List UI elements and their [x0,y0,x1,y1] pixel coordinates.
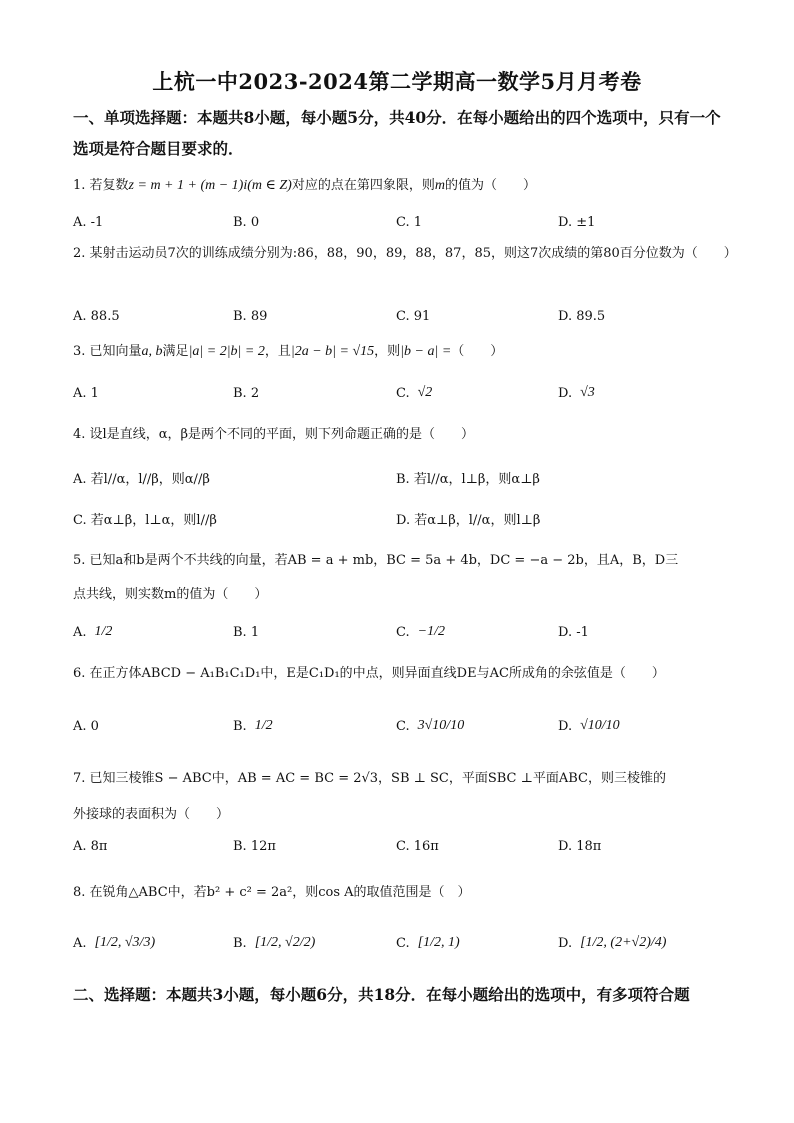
q7-option-d[interactable]: D. 18π [558,838,602,854]
q6-option-a-label: A. 0 [73,718,99,734]
q3-text-mid2: ，且 [264,344,291,359]
question-7-stem-line1: 7. 已知三棱锥S − ABC中，AB = AC = BC = 2√3，SB ⊥ SC，平面SBC ⊥平面ABC，则三棱锥的 [73,771,666,786]
q2-option-c[interactable]: C. 91 [396,308,431,324]
page-title: 上杭一中2023-2024第二学期高一数学5月月考卷 [152,69,642,94]
q2-option-a[interactable]: A. 88.5 [73,308,120,324]
q8-option-b[interactable] [233,923,315,963]
q3-option-b-label: B. 2 [233,385,260,401]
question-5-stem-line1: 5. 已知a和b是两个不共线的向量，若AB = a + mb，BC = 5a + 4b，DC = −a − 2b，且A，B，D三 [73,553,679,568]
section-1-heading: 一、单项选择题：本题共8小题，每小题5分，共40分．在每小题给出的四个选项中，只有一个选项是符合题目要求的． [73,108,721,158]
q6-option-d[interactable] [558,706,620,746]
question-2-options [73,296,733,336]
q8-option-c-value: [1/2, 1) [417,935,460,950]
q3-text-mid3: ，则 [374,344,401,359]
q5-option-c-value: −1/2 [417,624,445,639]
question-1-options [73,202,733,242]
q5-option-d-label: D. -1 [558,624,589,640]
question-5-options [73,612,733,652]
q3-option-d-value: √3 [580,385,595,400]
q3-text-mid: 满足 [162,344,189,359]
q3-option-c-label: C. [396,385,410,401]
q3-option-c[interactable] [396,373,432,413]
q5-option-a[interactable] [73,612,112,652]
q4-option-d[interactable]: D. 若α⊥β，l//α，则l⊥β [396,512,541,528]
q6-option-a[interactable] [73,706,99,746]
q8-option-a[interactable] [73,923,155,963]
q3-target-expression: |b − a| = [400,344,452,359]
question-8-options [73,923,733,963]
q4-option-a[interactable]: A. 若l//α，l//β，则α//β [73,471,210,487]
question-3-stem [73,342,733,362]
q6-option-b-label: B. [233,718,247,734]
q3-text-end: （ ） [451,344,504,359]
q6-option-d-value: √10/10 [580,718,620,733]
q1-option-d[interactable]: D. ±1 [558,214,596,230]
q4-option-b[interactable]: B. 若l//α，l⊥β，则α⊥β [396,471,540,487]
q3-option-c-value: √2 [417,385,433,400]
question-4-options-row2 [73,498,733,538]
q5-option-b-label: B. 1 [233,624,260,640]
q1-complex-expression: z = m + 1 + (m − 1)i(m ∈ Z) [128,178,292,193]
question-1-stem [73,176,733,196]
q5-option-d[interactable] [558,612,589,652]
q2-option-d[interactable]: D. 89.5 [558,308,606,324]
q5-option-a-label: A. [73,624,87,640]
q1-option-a[interactable]: A. -1 [73,214,104,230]
q8-option-a-value: [1/2, √3/3) [94,935,156,950]
q3-option-a-label: A. 1 [73,385,99,401]
q3-option-a[interactable] [73,373,99,413]
q6-option-b[interactable] [233,706,273,746]
q8-option-d-label: D. [558,935,573,951]
question-4-stem: 4. 设l是直线，α，β是两个不同的平面，则下列命题正确的是（ ） [73,427,474,442]
q3-vectors: a, b [141,344,163,359]
question-7-options [73,826,733,866]
q5-option-b[interactable] [233,612,259,652]
q3-option-d-label: D. [558,385,573,401]
q5-option-c[interactable] [396,612,445,652]
q3-combination-condition: |2a − b| = √15 [290,344,375,359]
q1-option-c[interactable]: C. 1 [396,214,423,230]
question-6-stem: 6. 在正方体ABCD − A₁B₁C₁D₁中，E是C₁D₁的中点，则异面直线DE与AC所成角的余弦值是（ ） [73,666,665,681]
q8-option-d-value: [1/2, (2+√2)/4) [580,935,667,950]
q6-option-b-value: 1/2 [254,718,273,733]
q6-option-d-label: D. [558,718,573,734]
question-5-stem-line2: 点共线，则实数m的值为（ ） [73,587,268,602]
q8-option-b-label: B. [233,935,247,951]
q8-option-b-value: [1/2, √2/2) [254,935,316,950]
q5-option-a-value: 1/2 [94,624,113,639]
q4-option-c[interactable]: C. 若α⊥β，l⊥α，则l//β [73,512,217,528]
q3-option-b[interactable] [233,373,259,413]
question-4-options-row1 [73,457,733,497]
q6-option-c-label: C. [396,718,410,734]
q1-text-end: 的值为（ ） [444,178,536,193]
question-3-options [73,373,733,413]
q3-option-d[interactable] [558,373,595,413]
q8-option-c-label: C. [396,935,410,951]
question-2-stem: 2. 某射击运动员7次的训练成绩分别为:86，88，90，89，88，87，85，则这7次成绩的第80百分位数为（ ） [73,246,737,261]
q8-option-a-label: A. [73,935,87,951]
q5-option-c-label: C. [396,624,410,640]
question-6-options [73,706,733,746]
q7-option-c[interactable]: C. 16π [396,838,439,854]
q3-magnitude-condition: |a| = 2|b| = 2 [188,344,265,359]
q2-option-b[interactable]: B. 89 [233,308,268,324]
question-7-stem-line2: 外接球的表面积为（ ） [73,807,230,822]
q1-text-post: 对应的点在第四象限，则 [291,178,435,193]
q6-option-c-value: 3√10/10 [417,718,465,733]
q1-text-pre: 1. 若复数 [73,178,129,193]
q8-option-d[interactable] [558,923,666,963]
q1-variable: m [434,178,445,193]
section-2-heading: 二、选择题：本题共3小题，每小题6分，共18分．在每小题给出的选项中，有多项符合题 [73,985,690,1004]
q7-option-a[interactable]: A. 8π [73,838,108,854]
q3-text-pre: 3. 已知向量 [73,344,142,359]
q6-option-c[interactable] [396,706,464,746]
question-8-stem: 8. 在锐角△ABC中，若b² + c² = 2a²，则cos A的取值范围是（ ） [73,885,471,900]
q8-option-c[interactable] [396,923,460,963]
q7-option-b[interactable]: B. 12π [233,838,276,854]
q1-option-b[interactable]: B. 0 [233,214,260,230]
